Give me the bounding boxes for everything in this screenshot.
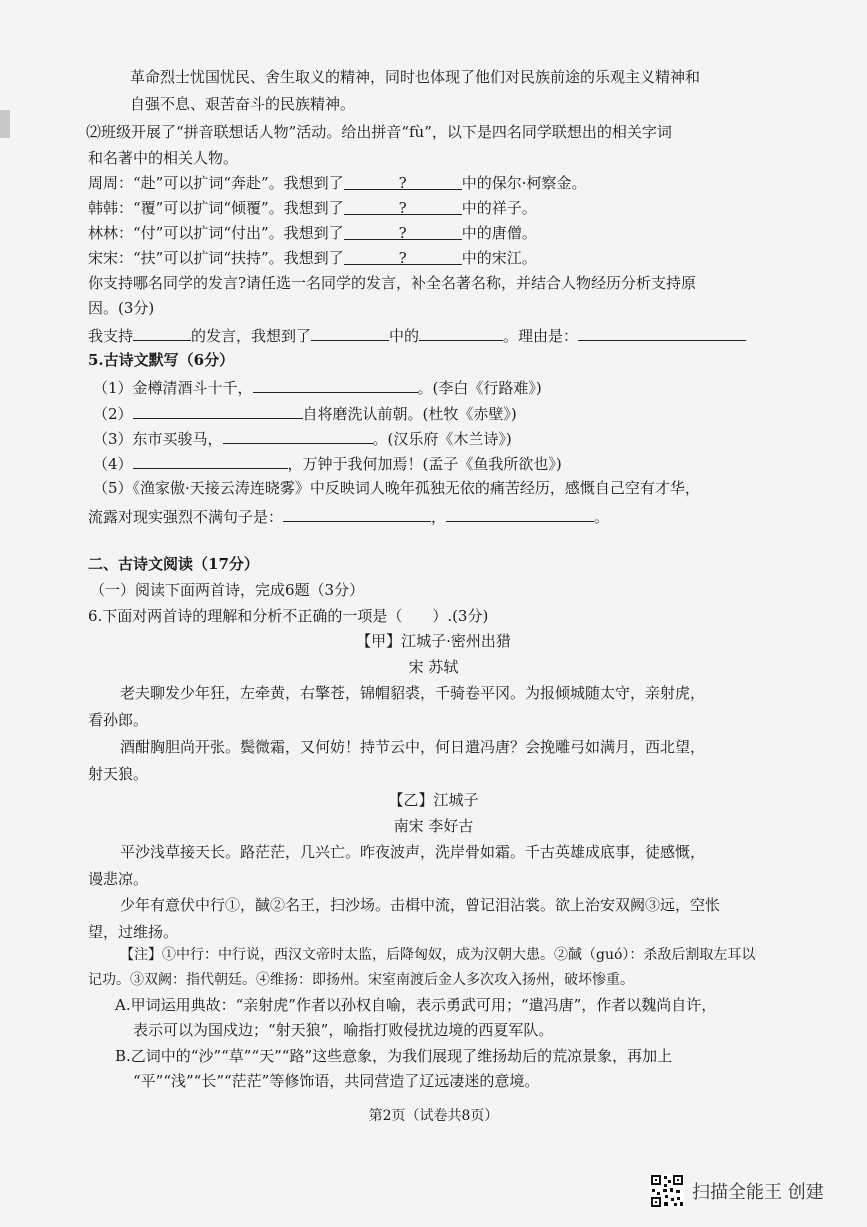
- qr-code-icon: [650, 1174, 684, 1208]
- item-text: ，: [431, 508, 447, 526]
- q2-row-song: [88, 248, 537, 268]
- notes-line-1: 【注】①中行：中行说，西汉文帝时太监，后降匈奴，成为汉朝大患。②馘（guó）：杀敌后割取左耳以: [120, 947, 756, 963]
- q2-row-han: [88, 198, 537, 218]
- student-blank[interactable]: [133, 324, 191, 341]
- answer-text: 我支持: [88, 327, 134, 345]
- para-line-2: 自强不息、艰苦奋斗的民族精神。: [130, 95, 356, 113]
- row-suffix: 中的宋江。: [461, 249, 537, 267]
- answer-blank[interactable]: [344, 173, 462, 190]
- q5-title: 5.古诗文默写（6分）: [88, 351, 235, 369]
- row-suffix: 中的保尔·柯察金。: [461, 174, 587, 192]
- para-line-1: 革命烈士忧国忧民、舍生取义的精神，同时也体现了他们对民族前途的乐观主义精神和: [130, 68, 701, 86]
- answer-blank[interactable]: [446, 505, 594, 522]
- answer-blank[interactable]: [253, 376, 418, 393]
- notes-line-2: 记功。③双阙：指代朝廷。④维扬：即扬州。宋室南渡后金人多次攻入扬州，破坏惨重。: [88, 972, 634, 988]
- section-2-subtitle: （一）阅读下面两首诗，完成6题（3分）: [90, 581, 365, 599]
- scanner-watermark: [650, 1174, 824, 1208]
- book-blank[interactable]: [311, 324, 389, 341]
- q5-item-5: （5）《渔家傲·天接云涛连晓雾》中反映词人晚年孤独无依的痛苦经历，感慨自己空有才华，: [93, 479, 700, 497]
- option-a-line-2: 表示可以为国戍边；“射天狼”，喻指打败侵扰边境的西夏军队。: [133, 1021, 554, 1039]
- item-text: （3）东市买骏马，: [93, 430, 223, 448]
- question-mark: ?: [398, 174, 407, 192]
- poem-b-title: 【乙】江城子: [388, 791, 479, 809]
- poem-b-author: 南宋 李好古: [393, 817, 474, 835]
- option-b-line-2: “平”“浅”“长”“茫茫”等修饰语，共同营造了辽远凄迷的意境。: [133, 1072, 540, 1090]
- q2-intro-line-2: 和名著中的相关人物。: [88, 149, 239, 167]
- option-b-line-1: B.乙词中的“沙”“草”“天”“路”这些意象，为我们展现了维扬劫后的荒凉景象，再加上: [115, 1047, 673, 1065]
- row-prefix: 周周：“赴”可以扩词“奔赴”。我想到了: [88, 174, 344, 192]
- poem-a-line-2: 看孙郎。: [88, 711, 149, 729]
- row-prefix: 林林：“付”可以扩词“付出”。我想到了: [88, 224, 344, 242]
- item-text: 。: [594, 508, 610, 526]
- item-text: 流露对现实强烈不满句子是：: [88, 508, 284, 526]
- section-2-title: 二、古诗文阅读（17分）: [88, 555, 259, 573]
- poem-a-title: 【甲】江城子·密州出猎: [356, 632, 511, 650]
- q2-answer-line: [88, 324, 746, 346]
- q2-row-lin: [88, 223, 537, 243]
- question-mark: ?: [398, 249, 407, 267]
- option-a-line-1: A.甲词运用典故：“亲射虎”作者以孙权自喻，表示勇武可用；“遣冯唐”，作者以魏尚自许，: [115, 996, 717, 1014]
- q5-item-4: [93, 452, 562, 474]
- item-text: ，万钟于我何加焉！(孟子《鱼我所欲也》): [287, 455, 562, 473]
- row-prefix: 宋宋：“扶”可以扩词“扶持”。我想到了: [88, 249, 344, 267]
- item-text: 。(李白《行路难》): [417, 379, 542, 397]
- question-mark: ?: [398, 224, 407, 242]
- row-suffix: 中的祥子。: [461, 199, 537, 217]
- poem-b-line-1: 平沙浅草接天长。路茫茫，几兴亡。昨夜波声，洗岸骨如霜。千古英雄成底事，徒感慨，: [120, 843, 706, 861]
- row-prefix: 韩韩：“覆”可以扩词“倾覆”。我想到了: [88, 199, 344, 217]
- q2-ask-line-2: 因。(3分): [88, 299, 155, 317]
- answer-blank[interactable]: [344, 248, 462, 265]
- answer-blank[interactable]: [133, 402, 303, 419]
- answer-text: 的发言，我想到了: [191, 327, 312, 345]
- item-text: （1）金樽清酒斗十千，: [93, 379, 253, 397]
- item-text: （4）: [93, 455, 133, 473]
- poem-a-line-1: 老夫聊发少年狂，左牵黄，右擎苍，锦帽貂裘，千骑卷平冈。为报倾城随太守，亲射虎，: [120, 684, 706, 702]
- answer-text: 。理由是：: [503, 327, 579, 345]
- q5-item-3: [93, 427, 512, 449]
- answer-blank[interactable]: [133, 452, 288, 469]
- question-mark: ?: [398, 199, 407, 217]
- poem-b-line-2: 谩悲凉。: [88, 870, 149, 888]
- character-blank[interactable]: [419, 324, 503, 341]
- q2-intro-line-1: ⑵班级开展了“拼音联想话人物”活动。给出拼音“fù”，以下是四名同学联想出的相关字词: [86, 123, 672, 141]
- poem-a-author: 宋 苏轼: [408, 658, 459, 676]
- poem-a-line-4: 射天狼。: [88, 765, 149, 783]
- answer-text: 中的: [389, 327, 420, 345]
- answer-blank[interactable]: [344, 198, 462, 215]
- scan-edge-shadow: [0, 110, 10, 138]
- q2-ask-line-1: 你支持哪名同学的发言?请任选一名同学的发言，补全名著名称，并结合人物经历分析支持原: [88, 274, 697, 292]
- poem-a-line-3: 酒酣胸胆尚开张。鬓微霜，又何妨！持节云中，何日遣冯唐？会挽雕弓如满月，西北望，: [120, 738, 706, 756]
- q5-item-2: [93, 402, 517, 424]
- reason-blank[interactable]: [578, 324, 746, 341]
- q5-item-5-cont: [88, 505, 609, 527]
- poem-b-line-3: 少年有意伏中行①，馘②名王，扫沙场。击楫中流，曾记泪沾裳。欲上治安双阙③远，空怅: [120, 896, 721, 914]
- q2-row-zhou: [88, 173, 586, 193]
- item-text: 自将磨洗认前朝。(杜牧《赤壁》): [302, 405, 517, 423]
- row-suffix: 中的唐僧。: [461, 224, 537, 242]
- q5-item-1: [93, 376, 542, 398]
- poem-b-line-4: 望，过维扬。: [88, 923, 179, 941]
- item-text: （2）: [93, 405, 133, 423]
- answer-blank[interactable]: [223, 427, 373, 444]
- q6-stem: 6.下面对两首诗的理解和分析不正确的一项是（ ）.(3分): [88, 607, 489, 625]
- item-text: 。(汉乐府《木兰诗》): [372, 430, 512, 448]
- page-footer: 第2页（试卷共8页）: [368, 1108, 499, 1124]
- answer-blank[interactable]: [283, 505, 431, 522]
- answer-blank[interactable]: [344, 223, 462, 240]
- watermark-text: 扫描全能王 创建: [692, 1182, 824, 1203]
